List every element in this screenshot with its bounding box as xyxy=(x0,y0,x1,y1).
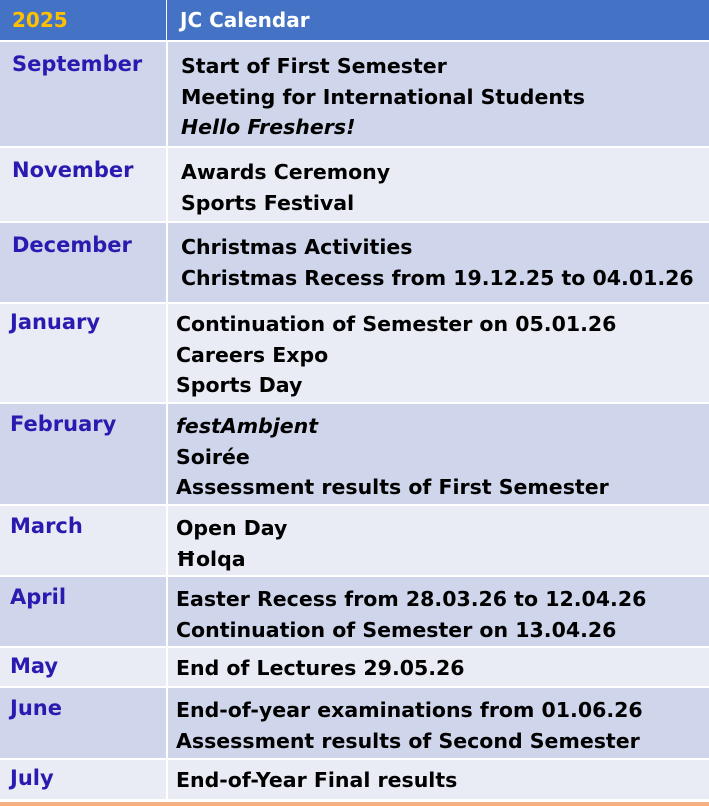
event-item: Sports Festival xyxy=(181,190,355,215)
event-item: Christmas Activities xyxy=(181,235,413,259)
event-list xyxy=(181,157,390,218)
column-divider xyxy=(166,42,168,146)
calendar-header xyxy=(0,0,709,40)
event-item: Assessment results of First Semester xyxy=(176,475,609,499)
event-item: End-of-Year Final results xyxy=(176,768,458,792)
header-divider xyxy=(166,0,167,40)
month-label: February xyxy=(10,412,117,436)
event-list xyxy=(176,411,609,503)
calendar-row xyxy=(0,648,709,686)
calendar-title: JC Calendar xyxy=(180,8,310,32)
event-item: Continuation of Semester on 13.04.26 xyxy=(176,617,617,642)
month-label: September xyxy=(12,52,143,76)
event-list xyxy=(176,513,287,574)
calendar-row xyxy=(0,688,709,758)
column-divider xyxy=(166,688,168,758)
month-label: March xyxy=(10,514,83,538)
calendar-row xyxy=(0,304,709,402)
column-divider xyxy=(166,506,168,575)
month-label: November xyxy=(12,158,134,182)
event-item: Continuation of Semester on 05.01.26 xyxy=(176,312,617,336)
calendar-row xyxy=(0,404,709,504)
column-divider xyxy=(166,404,168,504)
column-divider xyxy=(166,648,168,686)
column-divider xyxy=(166,760,168,799)
event-item: Easter Recess from 28.03.26 to 12.04.26 xyxy=(176,587,647,611)
month-label: January xyxy=(10,310,101,334)
event-item: Ħolqa xyxy=(176,546,246,571)
event-list xyxy=(176,695,643,756)
column-divider xyxy=(166,577,168,646)
event-item: Meeting for International Students xyxy=(181,84,585,109)
calendar-row xyxy=(0,577,709,646)
month-label: December xyxy=(12,233,132,257)
event-item: Christmas Recess from 19.12.25 to 04.01.26 xyxy=(181,265,694,290)
event-list xyxy=(176,653,465,684)
event-item: Careers Expo xyxy=(176,342,329,367)
event-item: Awards Ceremony xyxy=(181,160,391,184)
event-item: Hello Freshers! xyxy=(181,115,356,139)
calendar-row xyxy=(0,760,709,799)
event-item: End of Lectures 29.05.26 xyxy=(176,656,465,680)
calendar-row xyxy=(0,506,709,575)
event-list xyxy=(176,309,616,401)
month-label: April xyxy=(10,585,67,609)
column-divider xyxy=(166,304,168,402)
event-item: festAmbjent xyxy=(176,414,319,438)
calendar-row xyxy=(0,223,709,302)
event-list xyxy=(181,51,585,143)
year-label: 2025 xyxy=(12,8,68,32)
calendar-row xyxy=(0,148,709,221)
column-divider xyxy=(166,223,168,302)
event-item: Open Day xyxy=(176,516,288,540)
month-label: July xyxy=(10,766,54,790)
event-item: End-of-year examinations from 01.06.26 xyxy=(176,698,643,722)
event-item: Start of First Semester xyxy=(181,54,447,78)
event-item: Soirée xyxy=(176,444,250,469)
calendar-row xyxy=(0,42,709,146)
month-label: June xyxy=(10,696,62,720)
bottom-accent-bar xyxy=(0,800,709,806)
event-list xyxy=(176,584,646,645)
month-label: May xyxy=(10,654,59,678)
column-divider xyxy=(166,148,168,221)
event-list xyxy=(176,765,457,796)
event-item: Sports Day xyxy=(176,373,303,397)
event-list xyxy=(181,232,694,293)
event-item: Assessment results of Second Semester xyxy=(176,728,640,753)
